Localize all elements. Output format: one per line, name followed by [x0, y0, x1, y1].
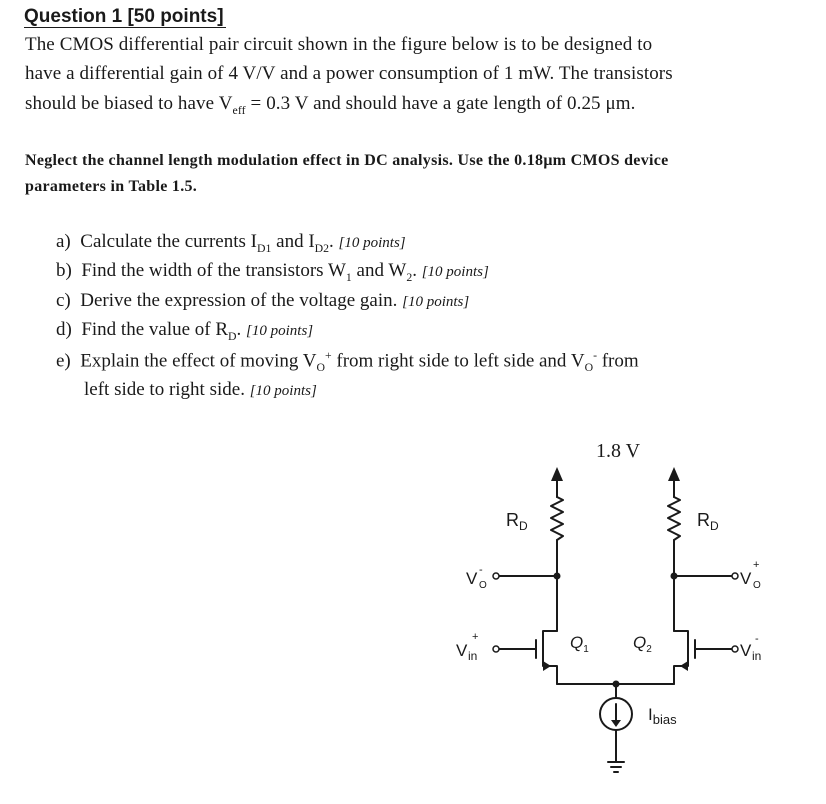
q1-label: $Q_1$ [570, 633, 589, 655]
q2-label: $Q_2$ [633, 633, 652, 655]
vo-minus-terminal [493, 573, 499, 579]
points-b: [10 points] [421, 264, 489, 280]
current-arrowhead [611, 720, 621, 727]
q2-drain-lead [674, 631, 688, 639]
right-resistor [668, 497, 680, 540]
rd-right-label: $R_D$ [697, 510, 719, 533]
vo-minus-sub: O [479, 580, 487, 591]
right-supply-arrow [668, 467, 680, 481]
left-output-node [554, 573, 561, 580]
vin-plus-main: V [456, 641, 468, 660]
left-supply-arrow [551, 467, 563, 481]
item-e: e) Explain the effect of moving $V_O^+$ from right side to left side and $V_O^-$ from [56, 349, 639, 375]
item-a: a) Calculate the currents $I_{D1}$ and $I_{D2}$. [10 points] [56, 231, 406, 255]
vin-plus-sup: + [472, 631, 479, 643]
problem-line-3: should be biased to have $V_{eff} = 0.3$ V and should have a gate length of 0.25 μm. [25, 93, 636, 117]
vo-minus-sup: - [479, 564, 483, 576]
vo-minus-main: V [466, 569, 478, 588]
ibias-label: $I_{bias}$ [648, 705, 677, 727]
supply-label: 1.8 V [596, 440, 641, 462]
problem-line-2: have a differential gain of 4 V/V and a power consumption of 1 mW. The transistors [25, 63, 673, 84]
tail-node [613, 681, 620, 688]
q2-source-arrow [680, 661, 688, 671]
vo-plus-terminal [732, 573, 738, 579]
vin-plus-sub: in [468, 649, 478, 663]
q1-source-arrow [543, 661, 551, 671]
vo-plus-main: V [740, 569, 752, 588]
left-resistor [551, 497, 563, 540]
instruction-line-2: parameters in Table 1.5. [25, 178, 198, 195]
item-c: c) Derive the expression of the voltage gain. [10 points] [56, 290, 470, 311]
circuit-diagram [440, 430, 780, 790]
rd-left-label: $R_D$ [506, 510, 528, 533]
item-e-line-2: left side to right side. [10 points] [84, 379, 317, 400]
points-d: [10 points] [246, 323, 314, 339]
item-b: b) Find the width of the transistors $W_1$ and $W_2$. [10 points] [56, 260, 489, 284]
right-output-node [671, 573, 678, 580]
vin-minus-sup: - [755, 633, 759, 645]
q1-drain-lead [543, 631, 557, 639]
question-title: Question 1 [50 points] [24, 6, 224, 27]
vin-minus-sub: in [752, 649, 762, 663]
points-e: [10 points] [249, 383, 317, 399]
vin-plus-terminal [493, 646, 499, 652]
vin-minus-main: V [740, 641, 752, 660]
vin-minus-terminal [732, 646, 738, 652]
points-a: [10 points] [338, 235, 406, 251]
points-c: [10 points] [402, 294, 470, 310]
instruction-line-1: Neglect the channel length modulation effect in DC analysis. Use the 0.18μm CMOS device [25, 152, 669, 169]
vo-plus-sup: + [753, 559, 760, 571]
item-d: d) Find the value of $R_D$. [10 points] [56, 319, 314, 343]
problem-line-1: The CMOS differential pair circuit shown in the figure below is to be designed to [25, 34, 653, 55]
vo-plus-sub: O [753, 580, 761, 591]
